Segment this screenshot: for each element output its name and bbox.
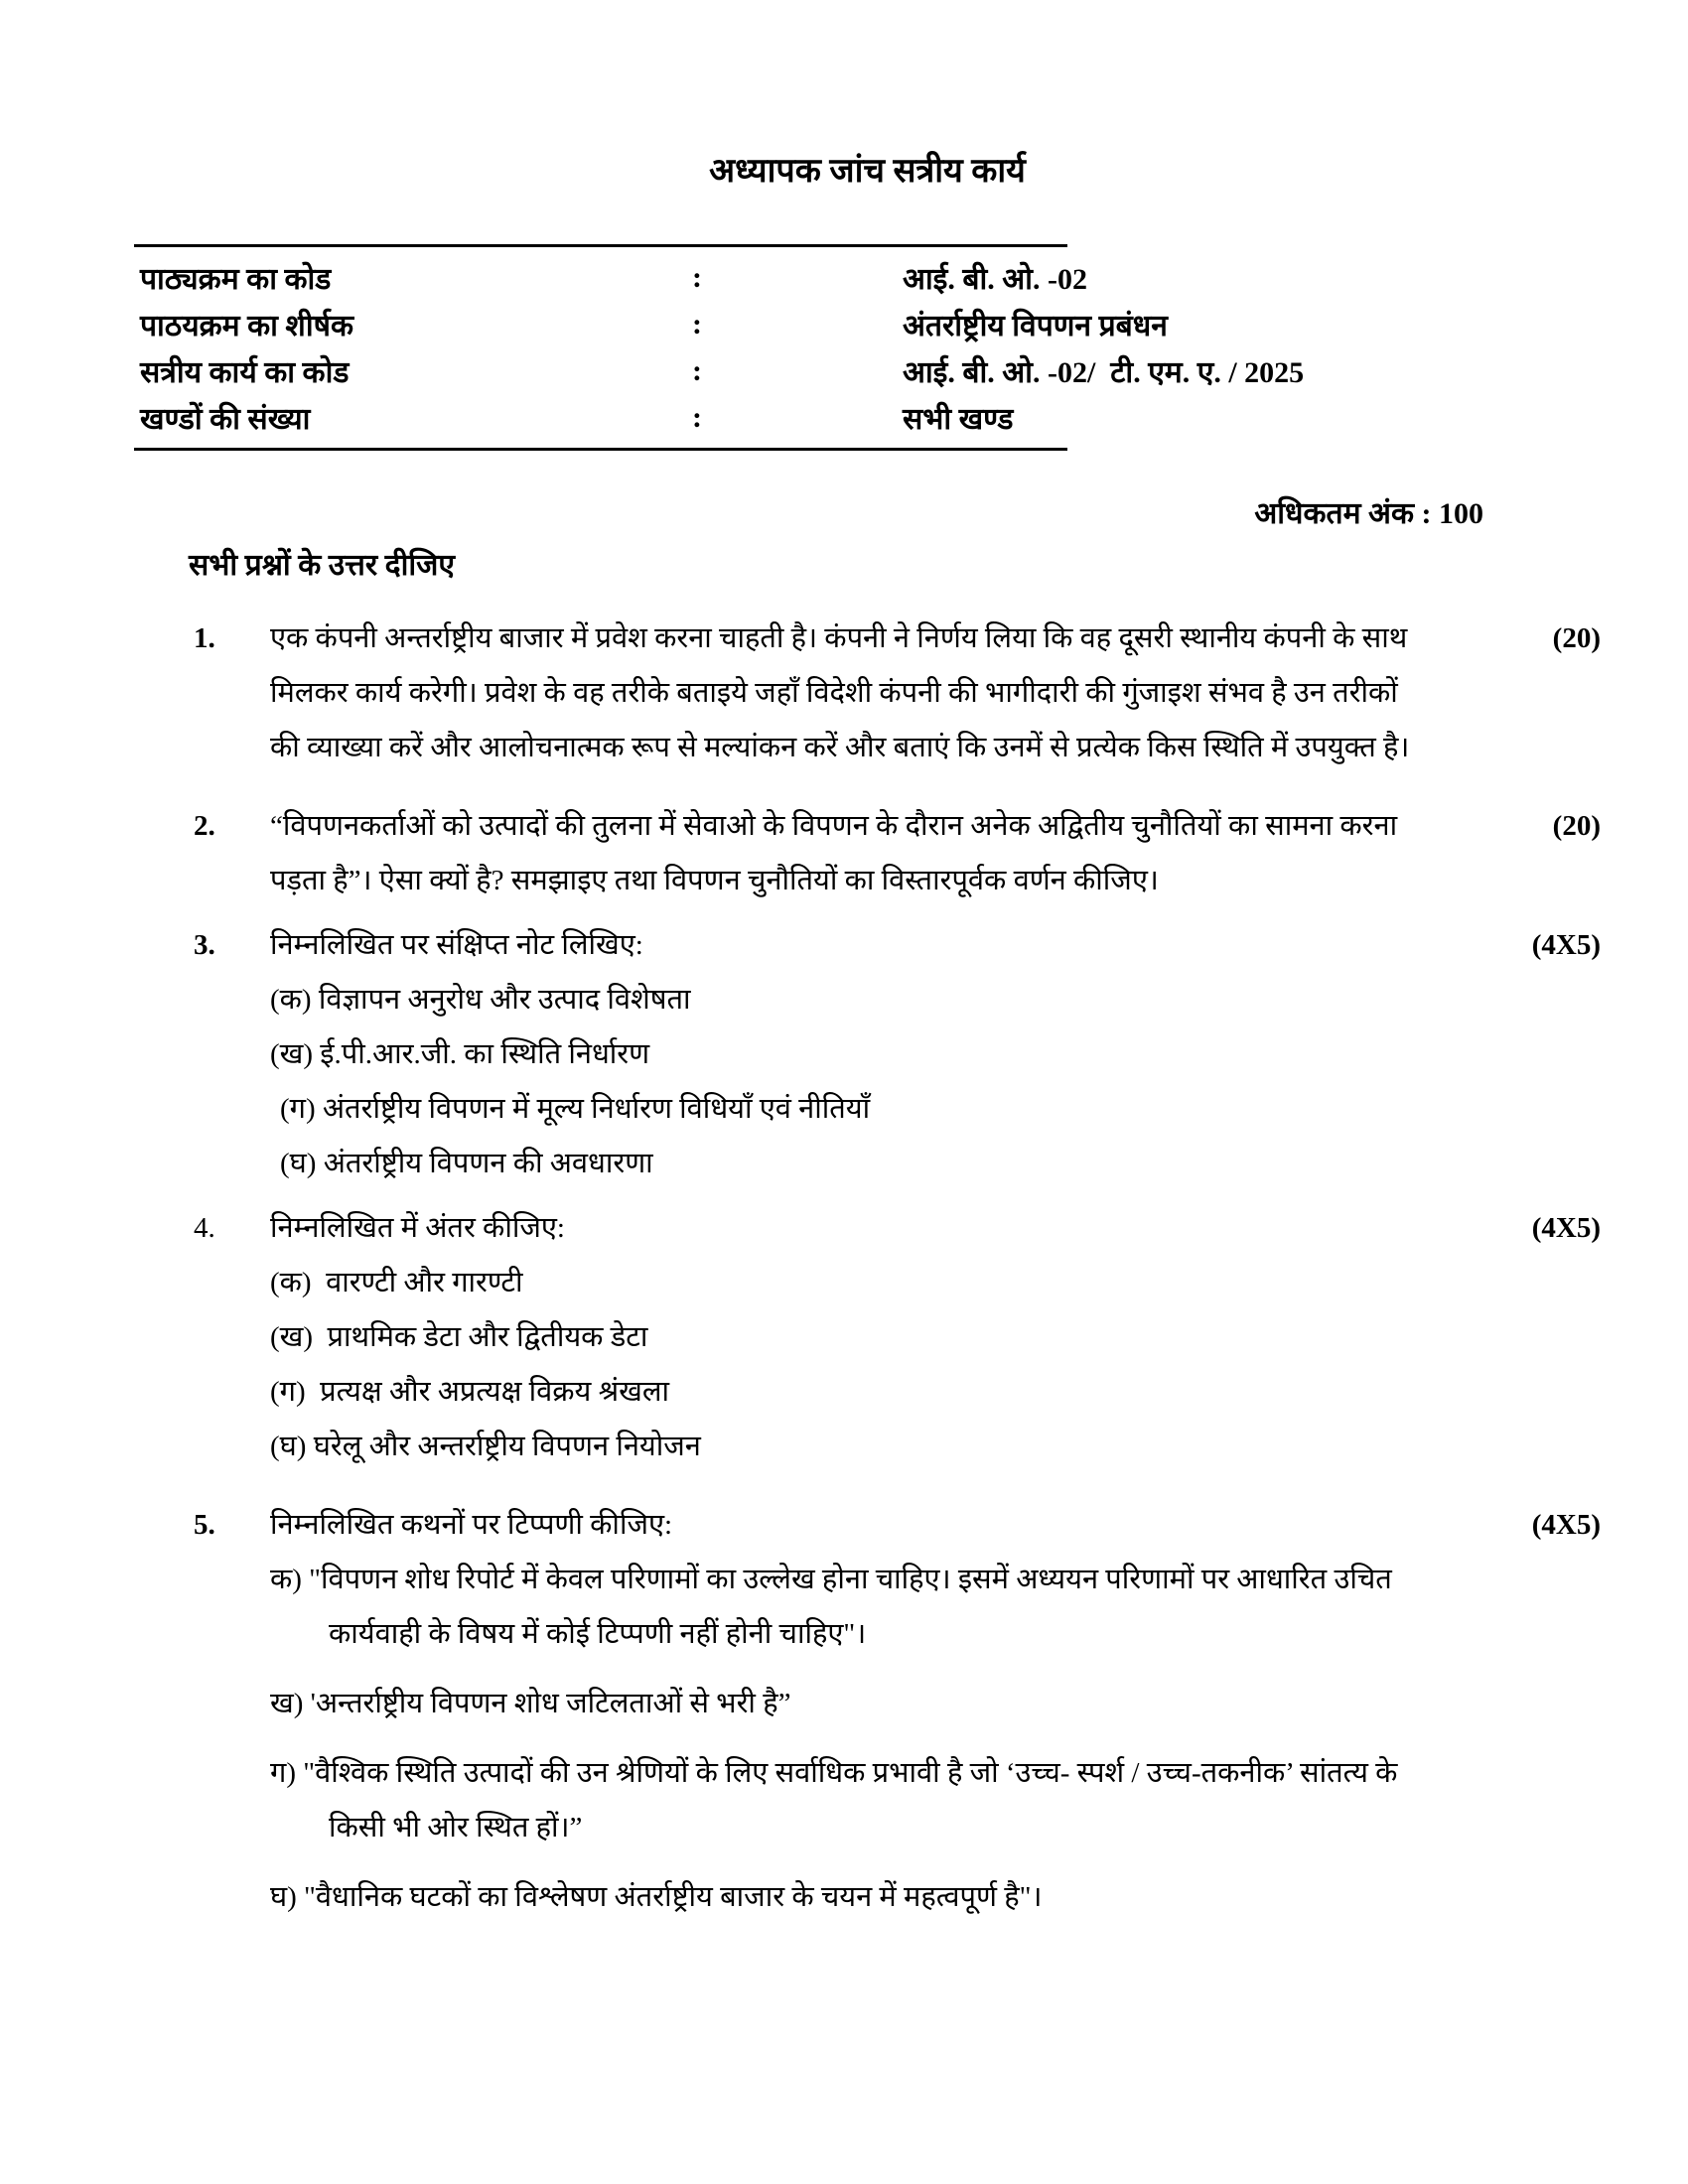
question-5-text <box>270 1498 1467 1925</box>
sub-item-kha: (ख) ई.पी.आर.जी. का स्थिति निर्धारण <box>270 1038 650 1070</box>
sub-item-ka <box>270 1553 1467 1662</box>
assignment-code-label: सत्रीय कार्य का कोड <box>140 356 350 389</box>
table-row-assignment-code <box>134 347 1305 394</box>
question-4 <box>194 1201 1601 1474</box>
sub-item-line: किसी भी ओर स्थित हों।” <box>329 1812 583 1843</box>
sub-item-line: घ) "वैधानिक घटकों का विश्लेषण अंतर्राष्ट्रीय बाजार के चयन में महत्वपूर्ण है"। <box>270 1881 1043 1913</box>
course-title-value: अंतर्राष्ट्रीय विपणन प्रबंधन <box>903 310 1168 342</box>
question-line: पड़ता है”। ऐसा क्यों है? समझाइए तथा विपणन चुनौतियों का विस्तारपूर्वक वर्णन कीजिए। <box>270 865 1159 896</box>
questions-list <box>194 612 1601 1925</box>
question-line: एक कंपनी अन्तर्राष्ट्रीय बाजार में प्रवेश करना चाहती है। कंपनी ने निर्णय लिया कि वह दूसरी स्थानीय कंपनी के साथ <box>270 622 1408 654</box>
sub-item-ga: (ग) अंतर्राष्ट्रीय विपणन में मूल्य निर्धारण विधियाँ एवं नीतियाँ <box>280 1093 871 1125</box>
question-1-marks: (20) <box>1552 622 1601 654</box>
sub-item-line: ग) "वैश्विक स्थिति उत्पादों की उन श्रेणियों के लिए सर्वाधिक प्रभावी है जो ‘उच्च- स्पर्श / उच्च-तकनीक’ सांतत्य के <box>270 1757 1398 1789</box>
question-3-number: 3. <box>194 929 215 961</box>
sub-item-ka: (क) विज्ञापन अनुरोध और उत्पाद विशेषता <box>270 984 691 1016</box>
question-1-number: 1. <box>194 622 215 654</box>
question-line: “विपणनकर्ताओं को उत्पादों की तुलना में सेवाओ के विपणन के दौरान अनेक अद्वितीय चुनौतियों का सामना करना <box>270 810 1398 842</box>
colon-separator: : <box>692 353 702 387</box>
question-4-marks: (4X5) <box>1531 1212 1601 1244</box>
page-title: अध्यापक जांच सत्रीय कार्य <box>709 153 1026 190</box>
question-5-number: 5. <box>194 1509 215 1541</box>
sub-item-gha <box>270 1870 1467 1925</box>
colon-separator: : <box>692 260 702 294</box>
sub-item-line: क) "विपणन शोध रिपोर्ट में केवल परिणामों का उल्लेख होना चाहिए। इसमें अध्ययन परिणामों पर आधारित उचित <box>270 1564 1392 1595</box>
course-code-value: आई. बी. ओ. -02 <box>903 263 1087 296</box>
assignment-code-value: आई. बी. ओ. -02/ टी. एम. ए. / 2025 <box>903 356 1305 389</box>
max-marks: अधिकतम अंक : 100 <box>1254 497 1483 530</box>
question-heading: निम्नलिखित कथनों पर टिप्पणी कीजिए: <box>270 1509 673 1541</box>
question-5-marks: (4X5) <box>1531 1509 1601 1541</box>
question-line: की व्याख्या करें और आलोचनात्मक रूप से मल्यांकन करें और बताएं कि उनमें से प्रत्येक किस स्थिति में उपयुक्त है। <box>270 732 1410 763</box>
question-heading: निम्नलिखित में अंतर कीजिए: <box>270 1212 565 1244</box>
course-info-table <box>134 244 1305 451</box>
question-1-text <box>270 612 1467 775</box>
question-2-marks: (20) <box>1552 810 1601 842</box>
sub-item-ka: (क) वारण्टी और गारण्टी <box>270 1267 523 1298</box>
num-blocks-value: सभी खण्ड <box>903 403 1014 436</box>
question-4-number: 4. <box>194 1212 215 1244</box>
sub-item-ga: (ग) प्रत्यक्ष और अप्रत्यक्ष विक्रय श्रंखला <box>270 1376 670 1408</box>
question-3-marks: (4X5) <box>1531 929 1601 961</box>
question-2-number: 2. <box>194 810 215 842</box>
sub-item-kha <box>270 1677 1467 1731</box>
table-row-course-code <box>134 254 1087 301</box>
question-5 <box>194 1498 1601 1925</box>
table-row-course-title <box>134 301 1168 347</box>
question-3 <box>194 918 1601 1191</box>
question-heading: निम्नलिखित पर संक्षिप्त नोट लिखिए: <box>270 929 643 961</box>
course-title-label: पाठयक्रम का शीर्षक <box>140 310 353 342</box>
sub-item-ga <box>270 1746 1467 1855</box>
num-blocks-label: खण्डों की संख्या <box>140 403 311 436</box>
colon-separator: : <box>692 400 702 434</box>
answer-all-instruction: सभी प्रश्नों के उत्तर दीजिए <box>189 549 455 582</box>
colon-separator: : <box>692 307 702 341</box>
sub-item-gha: (घ) अंतर्राष्ट्रीय विपणन की अवधारणा <box>280 1148 653 1179</box>
sub-item-line: ख) 'अन्तर्राष्ट्रीय विपणन शोध जटिलताओं से भरी है” <box>270 1688 791 1719</box>
question-line: मिलकर कार्य करेगी। प्रवेश के वह तरीके बताइये जहाँ विदेशी कंपनी की भागीदारी की गुंजाइश संभव है उन तरीकों <box>270 677 1398 709</box>
course-code-label: पाठ्यक्रम का कोड <box>140 263 332 296</box>
question-4-text <box>270 1201 1467 1474</box>
question-3-text <box>270 918 1467 1191</box>
question-1 <box>194 612 1601 775</box>
question-2-text <box>270 799 1467 908</box>
table-row-num-blocks <box>134 394 1067 441</box>
sub-item-gha: (घ) घरेलू और अन्तर्राष्ट्रीय विपणन नियोजन <box>270 1431 701 1462</box>
sub-item-line: कार्यवाही के विषय में कोई टिप्पणी नहीं होनी चाहिए"। <box>329 1618 867 1650</box>
sub-item-kha: (ख) प्राथमिक डेटा और द्वितीयक डेटा <box>270 1321 648 1353</box>
question-2 <box>194 799 1601 908</box>
